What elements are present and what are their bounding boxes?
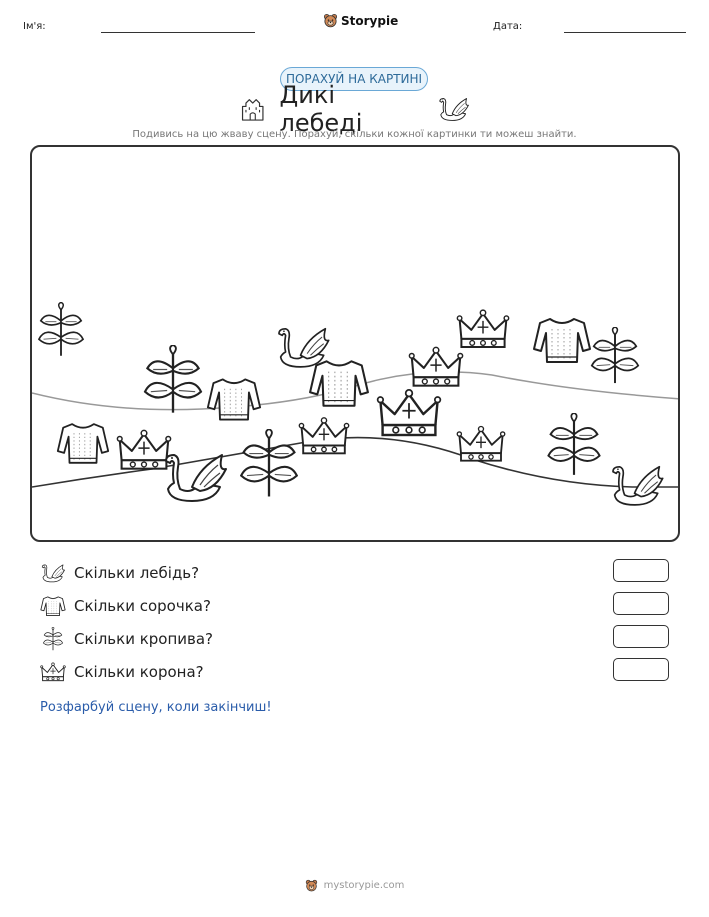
scene-illustration — [32, 147, 680, 542]
subtitle: Подивись на цю жваву сцену. Порахуй, скільки кожної картинки ти можеш знайти. — [132, 129, 577, 140]
nettle-icon — [40, 627, 66, 651]
swan-icon — [613, 467, 663, 505]
nettle-icon — [241, 429, 297, 496]
question-text: Скільки сорочка? — [74, 597, 211, 615]
counting-scene — [30, 145, 680, 542]
question-swan — [40, 560, 199, 586]
shirt-icon — [310, 361, 368, 405]
question-text: Скільки кропива? — [74, 630, 214, 648]
bear-icon — [305, 879, 318, 892]
question-text: Скільки лебідь? — [74, 564, 200, 582]
question-shirt — [40, 593, 211, 619]
crown-icon — [40, 661, 66, 683]
page-title: Дикі лебеді — [279, 81, 363, 137]
nettle-icon — [145, 345, 201, 413]
bear-icon — [323, 13, 338, 28]
swan-icon — [40, 562, 66, 584]
question-crown — [40, 659, 204, 685]
question-nettle — [40, 626, 213, 652]
footer — [0, 879, 709, 892]
castle-icon — [240, 96, 265, 122]
shirt-icon — [208, 379, 260, 419]
crown-icon — [299, 418, 348, 454]
swan-icon — [437, 95, 470, 123]
footer-url[interactable]: mystorypie.com — [323, 880, 405, 891]
crown-icon — [457, 427, 505, 461]
crown-icon — [378, 390, 441, 435]
answer-box-shirt[interactable] — [613, 592, 669, 615]
question-text: Скільки корона? — [74, 663, 204, 681]
answer-box-nettle[interactable] — [613, 625, 669, 648]
nettle-icon — [39, 302, 83, 355]
brand-logo — [323, 13, 398, 28]
crown-icon — [457, 310, 508, 347]
crown-icon — [117, 430, 170, 468]
date-line[interactable] — [564, 32, 686, 33]
name-line[interactable] — [101, 32, 255, 33]
nettle-icon — [548, 413, 599, 475]
shirt-icon — [534, 319, 590, 362]
date-label: Дата: — [493, 21, 523, 32]
title-row — [240, 81, 470, 137]
coloring-instruction: Розфарбуй сцену, коли закінчиш! — [40, 700, 272, 715]
name-label: Ім'я: — [23, 21, 46, 32]
nettle-icon — [592, 327, 638, 383]
answer-box-swan[interactable] — [613, 559, 669, 582]
shirt-icon — [58, 424, 108, 463]
answer-box-crown[interactable] — [613, 658, 669, 681]
activity-badge: ПОРАХУЙ НА КАРТИНІ — [280, 67, 428, 91]
brand-name: Storypie — [341, 13, 399, 28]
shirt-icon — [40, 595, 66, 617]
swan-icon — [279, 329, 329, 367]
crown-icon — [409, 347, 462, 385]
